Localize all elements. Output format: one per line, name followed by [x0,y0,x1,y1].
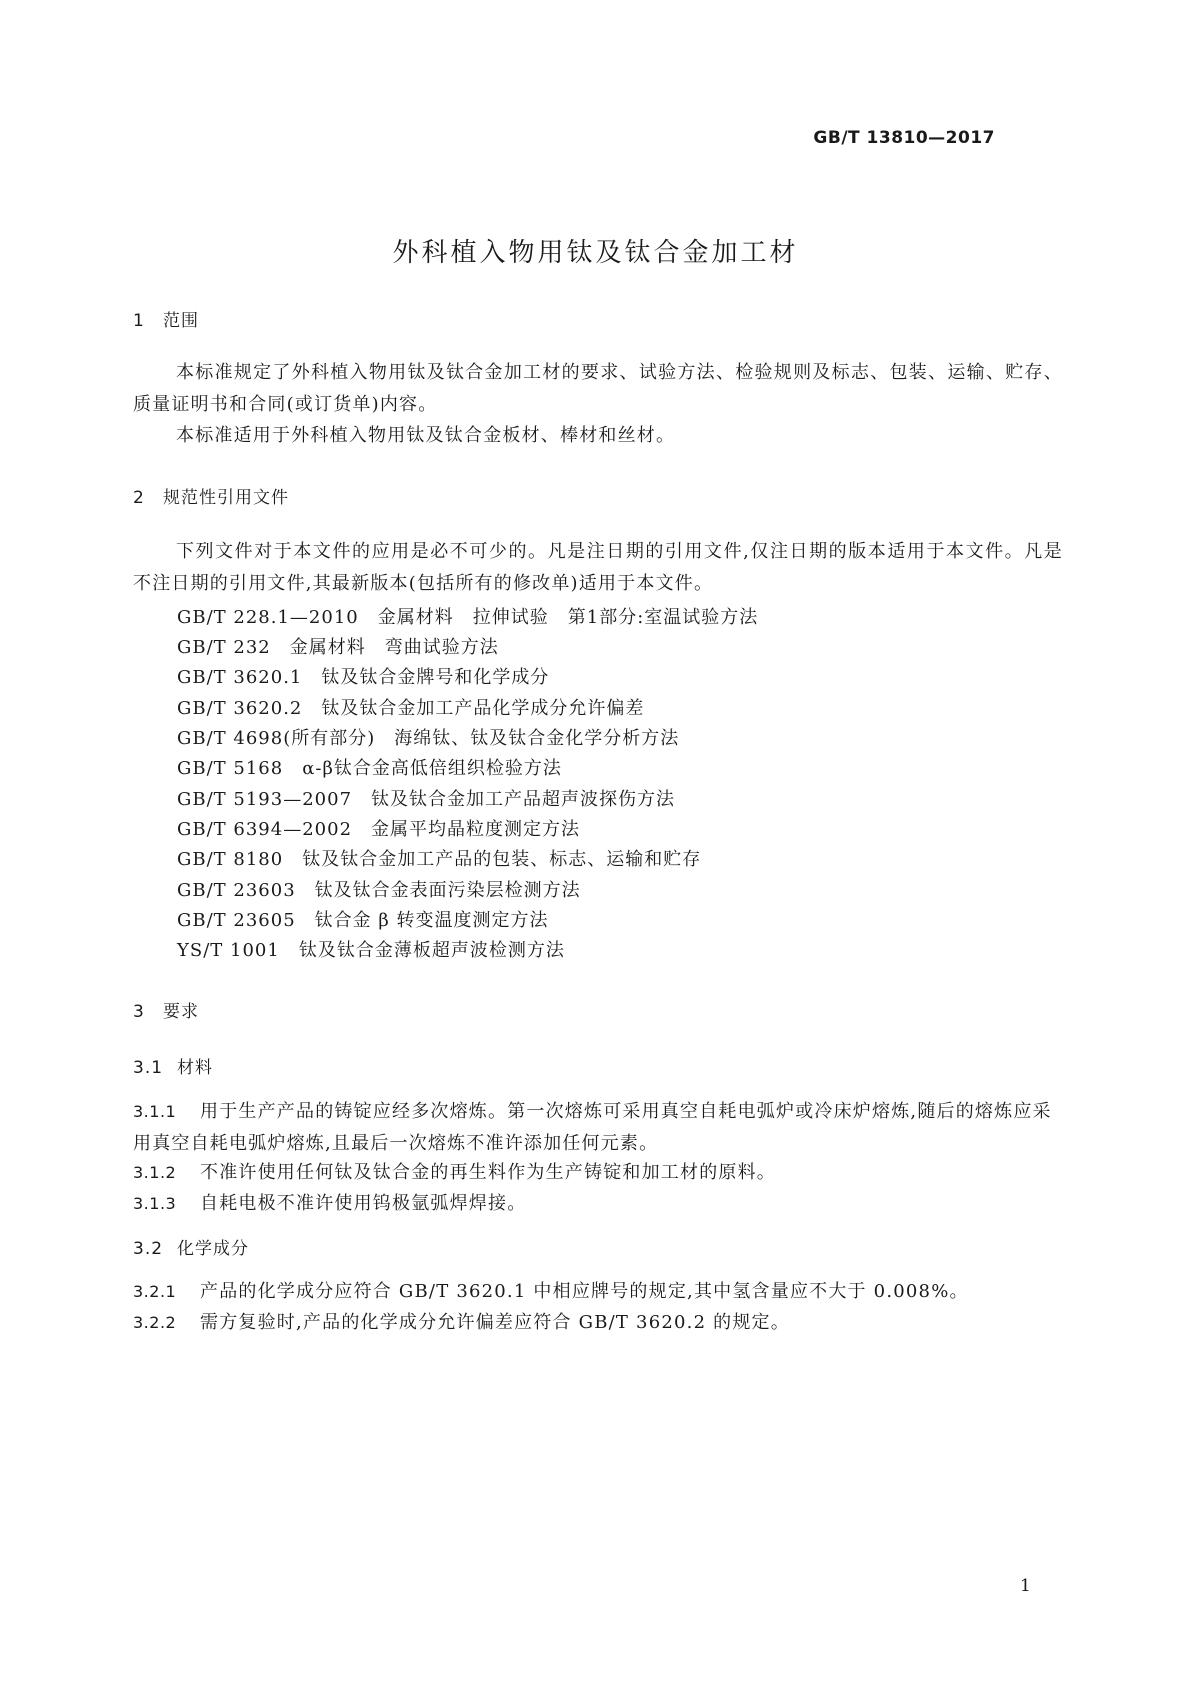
section-1-paragraph-2: 本标准适用于外科植入物用钛及钛合金板材、棒材和丝材。 [176,425,676,446]
reference-item: GB/T 4698(所有部分) 海绵钛、钛及钛合金化学分析方法 [177,728,680,749]
clause-text: 产品的化学成分应符合 GB/T 3620.1 中相应牌号的规定,其中氢含量应不大于 0.008%。 [200,1281,969,1302]
clause-3-1-1 [133,1096,1063,1160]
clause-3-1-2 [133,1157,1063,1189]
reference-item: GB/T 5193—2007 钛及钛合金加工产品超声波探伤方法 [177,789,676,810]
clause-3-2-2 [133,1307,1063,1339]
clause-text: 需方复验时,产品的化学成分允许偏差应符合 GB/T 3620.2 的规定。 [200,1312,790,1333]
clause-text: 不准许使用任何钛及钛合金的再生料作为生产铸锭和加工材的原料。 [200,1162,776,1183]
clause-number: 3.2.1 [133,1282,177,1301]
subsection-number: 3.1 [133,1058,164,1078]
page-number: 1 [1020,1576,1031,1596]
section-title: 规范性引用文件 [163,488,289,508]
clause-3-1-3 [133,1188,1063,1220]
clause-number: 3.2.2 [133,1313,177,1332]
reference-item: GB/T 3620.2 钛及钛合金加工产品化学成分允许偏差 [177,698,645,719]
clause-text: 自耗电极不准许使用钨极氩弧焊焊接。 [200,1193,527,1214]
section-3-heading [133,997,199,1022]
clause-number: 3.1.3 [133,1194,177,1213]
reference-item: GB/T 3620.1 钛及钛合金牌号和化学成分 [177,667,550,688]
subsection-3-1-heading [133,1053,213,1078]
section-number: 3 [133,1002,145,1022]
clause-number: 3.1.1 [133,1102,177,1121]
reference-item: GB/T 232 金属材料 弯曲试验方法 [177,637,499,658]
section-title: 要求 [163,1002,199,1022]
reference-item: GB/T 23605 钛合金 β 转变温度测定方法 [177,910,549,931]
subsection-number: 3.2 [133,1239,164,1259]
clause-text: 用于生产产品的铸锭应经多次熔炼。第一次熔炼可采用真空自耗电弧炉或冷床炉熔炼,随后的熔炼应采用真空自耗电弧炉熔炼,且最后一次熔炼不准许添加任何元素。 [133,1101,1052,1154]
subsection-title: 材料 [177,1058,213,1078]
standard-code: GB/T 13810—2017 [813,128,995,148]
subsection-title: 化学成分 [177,1239,249,1259]
section-2-paragraph-1: 下列文件对于本文件的应用是必不可少的。凡是注日期的引用文件,仅注日期的版本适用于本文件。凡是不注日期的引用文件,其最新版本(包括所有的修改单)适用于本文件。 [133,541,1063,594]
clause-3-2-1 [133,1276,1063,1308]
section-number: 2 [133,488,145,508]
reference-item: GB/T 6394—2002 金属平均晶粒度测定方法 [177,819,581,840]
reference-item: YS/T 1001 钛及钛合金薄板超声波检测方法 [177,940,565,961]
section-1-heading [133,306,199,331]
section-1-paragraph-1: 本标准规定了外科植入物用钛及钛合金加工材的要求、试验方法、检验规则及标志、包装、运输、贮存、质量证明书和合同(或订货单)内容。 [133,362,1063,415]
reference-item: GB/T 8180 钛及钛合金加工产品的包装、标志、运输和贮存 [177,849,702,870]
section-2-heading [133,483,289,508]
section-number: 1 [133,311,145,331]
reference-item: GB/T 5168 α-β钛合金高低倍组织检验方法 [177,758,562,779]
reference-item: GB/T 228.1—2010 金属材料 拉伸试验 第1部分:室温试验方法 [177,607,759,628]
reference-item: GB/T 23603 钛及钛合金表面污染层检测方法 [177,880,581,901]
document-title: 外科植入物用钛及钛合金加工材 [392,238,799,268]
subsection-3-2-heading [133,1234,249,1259]
clause-number: 3.1.2 [133,1163,177,1182]
section-title: 范围 [163,311,199,331]
